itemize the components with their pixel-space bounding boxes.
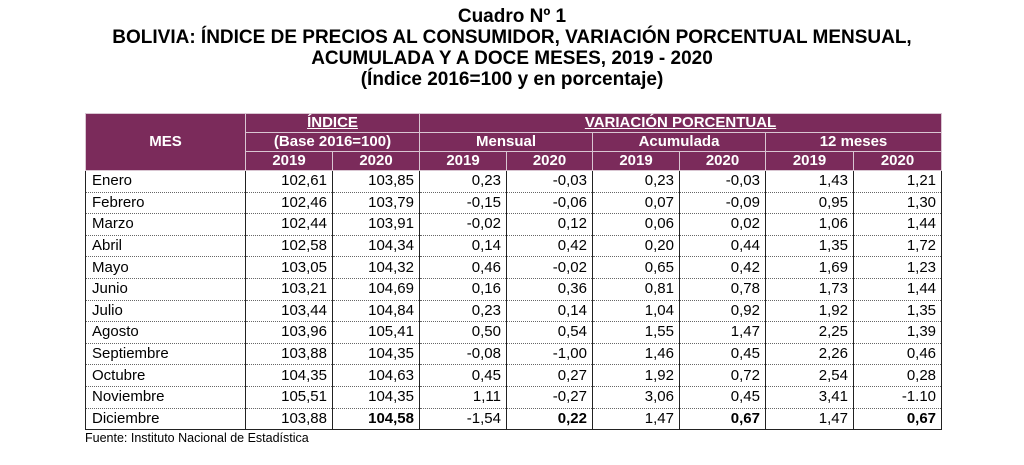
value-cell: 0,02 — [680, 214, 766, 236]
value-cell: 0,14 — [420, 235, 507, 257]
header-variacion: VARIACIÓN PORCENTUAL — [420, 114, 942, 133]
value-cell: 1,04 — [593, 300, 680, 322]
value-cell: 103,91 — [333, 214, 420, 236]
value-cell: 1,92 — [593, 365, 680, 387]
value-cell: 104,84 — [333, 300, 420, 322]
value-cell: 0,44 — [680, 235, 766, 257]
table-row — [86, 343, 942, 365]
value-cell: -0,15 — [420, 192, 507, 214]
value-cell: 0,78 — [680, 278, 766, 300]
header-year: 2020 — [333, 152, 420, 171]
value-cell: 1,39 — [854, 322, 942, 344]
value-cell: 0,72 — [680, 365, 766, 387]
value-cell: 0,95 — [766, 192, 854, 214]
value-cell: 0,50 — [420, 322, 507, 344]
table-row — [86, 300, 942, 322]
value-cell: 2,26 — [766, 343, 854, 365]
value-cell: 0,45 — [680, 386, 766, 408]
value-cell: 1,55 — [593, 322, 680, 344]
source-note: Fuente: Instituto Nacional de Estadística — [85, 431, 309, 445]
value-cell: 0,23 — [593, 171, 680, 193]
value-cell: -0,03 — [680, 171, 766, 193]
value-cell: 1,44 — [854, 278, 942, 300]
table-row — [86, 171, 942, 193]
value-cell: -0,09 — [680, 192, 766, 214]
value-cell: 1,35 — [854, 300, 942, 322]
table-row — [86, 322, 942, 344]
value-cell: 0,46 — [420, 257, 507, 279]
table-row — [86, 235, 942, 257]
header-mes: MES — [86, 114, 246, 171]
value-cell: 1,44 — [854, 214, 942, 236]
value-cell: -0,02 — [507, 257, 593, 279]
value-cell: 103,79 — [333, 192, 420, 214]
value-cell: -0,27 — [507, 386, 593, 408]
value-cell: 102,46 — [246, 192, 333, 214]
header-year: 2020 — [507, 152, 593, 171]
value-cell: 102,44 — [246, 214, 333, 236]
table-number: Cuadro Nº 1 — [457, 6, 567, 27]
month-cell: Julio — [86, 300, 246, 322]
table-row — [86, 365, 942, 387]
table-row — [86, 278, 942, 300]
header-year: 2019 — [420, 152, 507, 171]
value-cell: 1,73 — [766, 278, 854, 300]
value-cell: 104,32 — [333, 257, 420, 279]
value-cell: 0,46 — [854, 343, 942, 365]
header-acumulada: Acumulada — [593, 133, 766, 152]
value-cell: -0,03 — [507, 171, 593, 193]
value-cell: 103,85 — [333, 171, 420, 193]
value-cell: 103,88 — [246, 408, 333, 430]
value-cell: 0,14 — [507, 300, 593, 322]
value-cell: 0,23 — [420, 300, 507, 322]
value-cell: 104,35 — [333, 343, 420, 365]
value-cell: 1,21 — [854, 171, 942, 193]
table-body — [86, 171, 942, 430]
header-year: 2019 — [766, 152, 854, 171]
value-cell: 0,28 — [854, 365, 942, 387]
month-cell: Marzo — [86, 214, 246, 236]
value-cell: 0,67 — [680, 408, 766, 430]
header-year: 2019 — [246, 152, 333, 171]
value-cell: 0,23 — [420, 171, 507, 193]
month-cell: Octubre — [86, 365, 246, 387]
month-cell: Diciembre — [86, 408, 246, 430]
value-cell: 0,16 — [420, 278, 507, 300]
table-row — [86, 192, 942, 214]
value-cell: 0,42 — [507, 235, 593, 257]
value-cell: 104,58 — [333, 408, 420, 430]
value-cell: -1,54 — [420, 408, 507, 430]
value-cell: 0,92 — [680, 300, 766, 322]
value-cell: -0,06 — [507, 192, 593, 214]
month-cell: Septiembre — [86, 343, 246, 365]
value-cell: 1,11 — [420, 386, 507, 408]
value-cell: 3,06 — [593, 386, 680, 408]
value-cell: 0,06 — [593, 214, 680, 236]
value-cell: 0,45 — [420, 365, 507, 387]
value-cell: 0,12 — [507, 214, 593, 236]
value-cell: 105,41 — [333, 322, 420, 344]
value-cell: 103,05 — [246, 257, 333, 279]
value-cell: 2,54 — [766, 365, 854, 387]
value-cell: 103,96 — [246, 322, 333, 344]
value-cell: -1.10 — [854, 386, 942, 408]
header-indice: ÍNDICE — [246, 114, 420, 133]
value-cell: 0,36 — [507, 278, 593, 300]
value-cell: 0,27 — [507, 365, 593, 387]
month-cell: Enero — [86, 171, 246, 193]
value-cell: 1,72 — [854, 235, 942, 257]
value-cell: 0,67 — [854, 408, 942, 430]
header-doce-meses: 12 meses — [766, 133, 942, 152]
value-cell: 1,47 — [766, 408, 854, 430]
value-cell: 102,58 — [246, 235, 333, 257]
value-cell: 1,43 — [766, 171, 854, 193]
header-year: 2019 — [593, 152, 680, 171]
month-cell: Abril — [86, 235, 246, 257]
value-cell: 1,06 — [766, 214, 854, 236]
table-title-block — [0, 6, 1024, 90]
value-cell: 1,23 — [854, 257, 942, 279]
table-subtitle: (Índice 2016=100 y en porcentaje) — [360, 69, 664, 90]
table-row — [86, 257, 942, 279]
table-title-line-2: ACUMULADA Y A DOCE MESES, 2019 - 2020 — [311, 48, 713, 69]
month-cell: Junio — [86, 278, 246, 300]
month-cell: Mayo — [86, 257, 246, 279]
value-cell: -0,08 — [420, 343, 507, 365]
value-cell: 0,22 — [507, 408, 593, 430]
value-cell: 1,47 — [593, 408, 680, 430]
header-mensual: Mensual — [420, 133, 593, 152]
value-cell: 0,81 — [593, 278, 680, 300]
value-cell: 0,45 — [680, 343, 766, 365]
value-cell: 1,35 — [766, 235, 854, 257]
value-cell: 104,34 — [333, 235, 420, 257]
month-cell: Febrero — [86, 192, 246, 214]
header-year: 2020 — [680, 152, 766, 171]
month-cell: Noviembre — [86, 386, 246, 408]
value-cell: 104,63 — [333, 365, 420, 387]
value-cell: 0,20 — [593, 235, 680, 257]
table-row — [86, 214, 942, 236]
value-cell: -1,00 — [507, 343, 593, 365]
cpi-table — [85, 113, 942, 430]
value-cell: 1,92 — [766, 300, 854, 322]
table-row — [86, 408, 942, 430]
header-base: (Base 2016=100) — [246, 133, 420, 152]
value-cell: 1,46 — [593, 343, 680, 365]
value-cell: 102,61 — [246, 171, 333, 193]
value-cell: 0,07 — [593, 192, 680, 214]
value-cell: 3,41 — [766, 386, 854, 408]
value-cell: 0,54 — [507, 322, 593, 344]
value-cell: 105,51 — [246, 386, 333, 408]
value-cell: 104,69 — [333, 278, 420, 300]
value-cell: 103,88 — [246, 343, 333, 365]
value-cell: 103,21 — [246, 278, 333, 300]
value-cell: 104,35 — [246, 365, 333, 387]
header-year: 2020 — [854, 152, 942, 171]
value-cell: -0,02 — [420, 214, 507, 236]
value-cell: 0,65 — [593, 257, 680, 279]
table-title-line-1: BOLIVIA: ÍNDICE DE PRECIOS AL CONSUMIDOR, VARIACIÓN PORCENTUAL MENSUAL, — [112, 27, 912, 48]
value-cell: 2,25 — [766, 322, 854, 344]
value-cell: 1,69 — [766, 257, 854, 279]
table-row — [86, 386, 942, 408]
value-cell: 1,47 — [680, 322, 766, 344]
value-cell: 0,42 — [680, 257, 766, 279]
value-cell: 103,44 — [246, 300, 333, 322]
value-cell: 1,30 — [854, 192, 942, 214]
month-cell: Agosto — [86, 322, 246, 344]
value-cell: 104,35 — [333, 386, 420, 408]
